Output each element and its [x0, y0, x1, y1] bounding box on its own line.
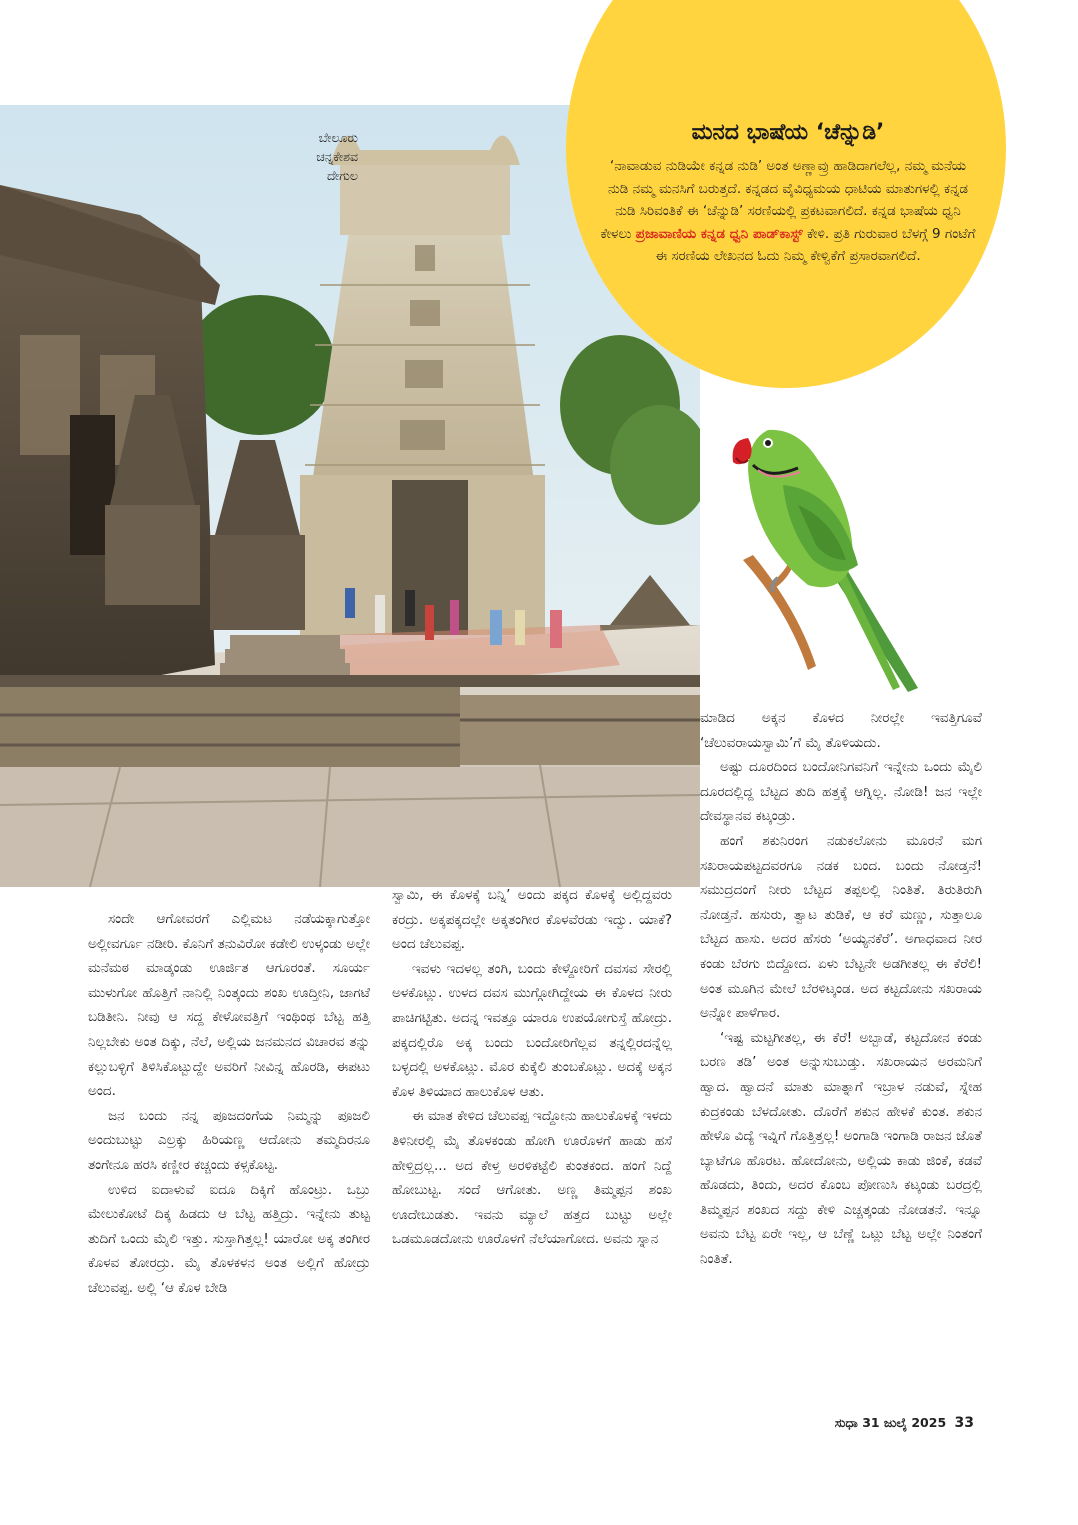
paragraph: ಅಷ್ಟು ದೂರದಿಂದ ಬಂದೋನಿಗವನಿಗೆ ಇನ್ನೇನು ಒಂದು ಮೈಲಿ ದೂರದಲ್ಲಿದ್ದ ಬೆಟ್ಟದ ತುದಿ ಹತ್ತಕ್ಕೆ ಆಗ್ನಿಲ್ಲ. ನೋಡಿ! ಜನ ಇಲ್ಲೇ ದೇವಸ್ಥಾನವ ಕಟ್ಕಂಡ್ರು. [700, 759, 982, 825]
page-number: 33 [954, 1415, 974, 1431]
caption-line: ಬೇಲೂರು [318, 130, 358, 145]
text-column-1 [88, 907, 370, 1301]
paragraph: ಸ್ವಾಮಿ, ಈ ಕೊಳಕ್ಕೆ ಬನ್ನಿ’ ಅಂದು ಪಕ್ಕದ ಕೊಳಕ್ಕೆ ಅಲ್ಲಿದ್ದವರು ಕರದ್ರು. ಅಕ್ಕಪಕ್ಕದಲ್ಲೇ ಅಕ್ಕತಂಗೀರ ಕೊಳವೆರಡು ಇದ್ವು. ಯಾಕೆ? ಅಂದ ಚೆಲುವಪ್ಪ. [392, 887, 672, 953]
paragraph: ಇವಳು ಇದಳಲ್ಲ ತಂಗಿ, ಬಂದು ಕೇಳ್ದೋರಿಗೆ ದವಸವ ಸೇರಲ್ಲಿ ಅಳಕೊಟ್ಲು. ಉಳದ ದವಸ ಮುಗ್ಗೋಗಿದ್ದೇಯ ಈ ಕೊಳದ ನೀರು ಪಾಚಿಗಟ್ಟಿತು. ಅದನ್ನ ಇವತ್ತೂ ಯಾರೂ ಉಪಯೋಗುಸ್ತೆ ಹೋದ್ರು. ಪಕ್ಕದಲ್ಲಿರೊ ಅಕ್ಕ ಬಂದು ಬಂದೋರಿಗೆಲ್ಲವ ತನ್ನಲ್ಲಿರದನ್ನೆಲ್ಲ ಬಳ್ಳದಲ್ಲಿ ಅಳಕೊಟ್ಲು. ಮೊರ ಕುಕ್ಕೆಲಿ ತುಂಬಕೊಟ್ಲು. ಅದಕ್ಕೆ ಅಕ್ಕನ ಕೊಳ ತಿಳಿಯಾದ ಹಾಲುಕೊಳ ಆತು. [392, 960, 672, 1100]
info-body-text: ಕೇಳಿ. ಪ್ರತಿ ಗುರುವಾರ ಬೆಳಗ್ಗೆ 9 ಗಂಟೆಗೆ ಈ ಸರಣಿಯ ಲೇಖನದ ಓದು ನಿಮ್ಮ ಕೇಳ್ವಿಕೆಗೆ ಪ್ರಸಾರವಾಗಲಿದೆ. [655, 225, 976, 264]
paragraph: ಜನ ಬಂದು ನನ್ನ ಪೂಜದಂಗೆಯ ನಿಮ್ಮನ್ನು ಪೂಜಲಿ ಅಂದುಬುಟ್ಟು ಎಲ್ರಕ್ಕು ಹಿರಿಯಣ್ಣ ಆದೋನು ತಮ್ಮದಿರನೂ ತಂಗೇನೂ ಹರಸಿ ಕಣ್ಣೀರ ಕಚ್ಚಂದು ಕಳ್ಸಕೊಟ್ಟ. [88, 1107, 370, 1173]
paragraph: ‘ಇಷ್ಟ ಮಟ್ಟಗೀತಲ್ಲ, ಈ ಕೆರೆ! ಅಬ್ಬಾಡೆ, ಕಟ್ಟದೋನ ಕಂಡು ಬರಣ ತಡಿ’ ಅಂತ ಅನ್ನುಸುಬುಡ್ತು. ಸಖರಾಯನ ಅರಮನಿಗೆ ಹ್ವಾದ. ಹ್ವಾದನೆ ಮಾತು ಮಾತ್ನಾಗೆ ಇಬ್ರಾಳ ನಡುವೆ, ಸ್ನೇಹ ಕುದ್ರಕಂಡು ಬೆಳದೋತು. ದೊರೆಗೆ ಶಕುನ ಹೇಳಕೆ ಕುಂತ. ಶಕುನ ಹೇಳೊ ವಿದ್ಯೆ ಇವ್ನಿಗೆ ಗೊತ್ತಿತ್ತಲ್ಲ! ಅಂಗಾಡಿ ಇಂಗಾಡಿ ರಾಜನ ಜೊತೆ ಬ್ಯಾಟೆಗೂ ಹೊರಟ. ಹೋದೋನು, ಅಲ್ಲಿಯ ಕಾಡು ಜಿಂಕೆ, ಕಡವೆ ಹೊಡದು, ತಿಂದು, ಅದರ ಕೊಂಬ ಪೋಣುಸಿ ಕಟ್ಕಂಡು ಬರದ್ರಲ್ಲಿ ತಿಮ್ಮಪ್ಪನ ಶಂಖದ ಸದ್ದು ಕೇಳಿ ಎಚ್ಚತ್ಕಂಡು ನೋಡತನೆ. ಇನ್ನೂ ಅವನು ಬೆಟ್ಟ ಏರೇ ಇಲ್ಲ, ಆ ಬೆಣ್ಣೆ ಒಟ್ಲು ಬೆಟ್ಟ ಅಲ್ಲೇ ನಿಂತಂಗೆ ನಿಂತಿತೆ. [700, 1029, 982, 1268]
parrot-illustration [728, 410, 928, 700]
paragraph: ಹಂಗೆ ಶಕುನಿರಂಗ ನಡುಕಲೋನು ಮೂರನೆ ಮಗ ಸಖರಾಯಪಟ್ಟದವರಗೂ ನಡಕ ಬಂದ. ಬಂದು ನೋಡ್ತನೆ! ಸಮುದ್ರದಂಗೆ ನೀರು ಬೆಟ್ಟದ ತಪ್ಪಲಲ್ಲಿ ನಿಂತಿತೆ. ತಿರುತಿರುಗಿ ನೋಡ್ತನೆ. ಹಸುರು, ತ್ವಾಟ ತುಡಿಕೆ, ಆ ಕರೆ ಮಣ್ಣು, ಸುತ್ತಾಲೂ ಬೆಟ್ಟದ ಹಾಸು. ಅದರ ಹೆಸರು ‘ಅಯ್ಯನಕೆರೆ’. ಅಗಾಧವಾದ ನೀರ ಕಂಡು ಬೆರಗು ಬಿದ್ದೋದ. ಏಳು ಬೆಟ್ಟನೇ ಅಡಗೀತಲ್ಲ ಈ ಕೆರೆಲಿ! ಅಂತ ಮೂಗಿನ ಮೇಲೆ ಬೆರಳಿಟ್ಕಂಡ. ಅದ ಕಟ್ಟದೋನು ಸಖರಾಯ ಅನ್ನೋ ಪಾಳೆಗಾರ. [700, 832, 982, 1022]
text-column-3 [700, 706, 982, 1272]
info-title: ಮನದ ಭಾಷೆಯ ‘ಚೆನ್ನುಡಿ’ [691, 120, 885, 145]
page-footer [835, 1415, 974, 1431]
caption-line: ದೇಗುಲ [326, 168, 358, 183]
photo-caption [270, 128, 358, 185]
podcast-link[interactable]: ಪ್ರಜಾವಾಣಿಯ ಕನ್ನಡ ಧ್ವನಿ ಪಾಡ್‌ಕಾಸ್ಟ್ [635, 225, 803, 242]
info-box [598, 120, 978, 268]
paragraph: ಮಾಡಿದ ಅಕ್ಕನ ಕೊಳದ ನೀರಲ್ಲೇ ಇವತ್ತಿಗೂವೆ ‘ಚೆಲುವರಾಯಸ್ವಾಮಿ’ಗೆ ಮೈ ತೊಳಿಯದು. [700, 710, 982, 751]
info-body [598, 155, 978, 268]
info-body-text: ‘ನಾವಾಡುವ ನುಡಿಯೇ ಕನ್ನಡ ನುಡಿ’ ಅಂತ ಅಣ್ಣಾವ್ರು ಹಾಡಿದಾಗಲೆಲ್ಲ, ನಮ್ಮ ಮನೆಯ ನುಡಿ ನಮ್ಮ ಮನಸಿಗೆ ಬರುತ್ತದೆ. ಕನ್ನಡದ ವೈವಿಧ್ಯಮಯ ಧಾಟಿಯ ಮಾತುಗಳಲ್ಲಿ ಕನ್ನಡ ನುಡಿ ಸಿರಿವಂತಿಕೆ ಈ ‘ಚೆನ್ನುಡಿ’ ಸರಣಿಯಲ್ಲಿ ಪ್ರಕಟವಾಗಲಿದೆ. ಕನ್ನಡ ಭಾಷೆಯ ಧ್ವನಿ ಕೇಳಲು [600, 158, 969, 242]
magazine-name: ಸುಧಾ [834, 1415, 858, 1430]
text-column-2 [392, 883, 672, 1252]
paragraph: ಈ ಮಾತ ಕೇಳಿದ ಚೆಲುವಪ್ಪ ಇದ್ದೋನು ಹಾಲುಕೊಳಕ್ಕೆ ಇಳದು ತಿಳಿನೀರಲ್ಲಿ ಮೈ ತೊಳಕಂಡು ಹೋಗಿ ಊರೊಳಗೆ ಹಾಡು ಹಸೆ ಹೇಳ್ತಿದ್ರಲ್ಲ... ಅದ ಕೇಳ್ತ ಅರಳಿಕಟ್ಟೆಲಿ ಕುಂತಕಂದ. ಹಂಗೆ ನಿದ್ದೆ ಹೋಬುಟ್ಟ. ಸಂದೆ ಆಗೋತು. ಅಣ್ಣ ತಿಮ್ಮಪ್ಪನ ಶಂಖ ಊದೇಬುಡತು. ಇವನು ಮ್ಯಾಲೆ ಹತ್ತದ ಬುಟ್ಟು ಅಲ್ಲೇ ಒಡಮೂಡದೋನು ಊರೊಳಗೆ ನೆಲೆಯಾಗೋದ. ಅವನು ಸ್ನಾನ [392, 1108, 672, 1248]
issue-date: 31 ಜುಲೈ 2025 [862, 1415, 947, 1430]
caption-line: ಚನ್ನಕೇಶವ [316, 149, 358, 164]
paragraph: ಉಳಿದ ಐದಾಳುವೆ ಐದೂ ದಿಕ್ಕಿಗೆ ಹೊಂಟ್ರು. ಒಬ್ರು ಮೇಲುಕೋಟೆ ದಿಕ್ಕ ಹಿಡದು ಆ ಬೆಟ್ಟ ಹತ್ತಿದ್ರು. ಇನ್ನೇನು ತುಟ್ಟ ತುದಿಗೆ ಒಂದು ಮೈಲಿ ಇತ್ತು. ಸುಸ್ತಾಗಿತ್ತಲ್ಲ! ಯಾರೋ ಅಕ್ಕ ತಂಗೀರ ಕೊಳವ ತೋರದ್ರು. ಮೈ ತೊಳಕಳನ ಅಂತ ಅಲ್ಲಿಗೆ ಹೋದ್ರು ಚೆಲುವಪ್ಪ. ಅಲ್ಲಿ ‘ಆ ಕೊಳ ಬೇಡಿ [88, 1181, 370, 1296]
paragraph: ಸಂದೇ ಆಗೋವರಗೆ ಎಲ್ಲಿಮಟ ನಡೆಯಕ್ಕಾಗುತ್ತೋ ಅಲ್ಲೀವರ್ಗೂ ನಡೀರಿ. ಕೊನಿಗೆ ತನುವಿರೋ ಕಡೇಲಿ ಉಳ್ಕಂಡು ಅಲ್ಲೇ ಮನೆಮಠ ಮಾಡ್ಕಂಡು ಊರ್ಜಿತ ಆಗೂರಂತೆ. ಸೂರ್ಯ ಮುಳುಗೋ ಹೊತ್ತಿಗೆ ನಾನಿಲ್ಲಿ ನಿಂತ್ಕಂದು ಶಂಖ ಊದ್ತೀನಿ, ಜಾಗಟೆ ಬಡಿತೀನಿ. ನೀವು ಆ ಸದ್ದ ಕೇಳೋವತ್ತಿಗೆ ಇಂಥಿಂಥ ಬೆಟ್ಟ ಹತ್ತಿ ನಿಲ್ಲಬೇಕು ಅಂತ ದಿಕ್ಕು, ನೆಲೆ, ಅಲ್ಲಿಯ ಜನಮನದ ವಿಚಾರವ ತನ್ನು ಕಲ್ಲುಬಳ್ಳಿಗೆ ತಿಳಿಸಿಕೊಟ್ಬುದ್ದೇ ಅವರಿಗೆ ನೀವಿನ್ನ ಹೊರಡಿ, ಈಪಟು ಅಂದ. [88, 911, 370, 1100]
